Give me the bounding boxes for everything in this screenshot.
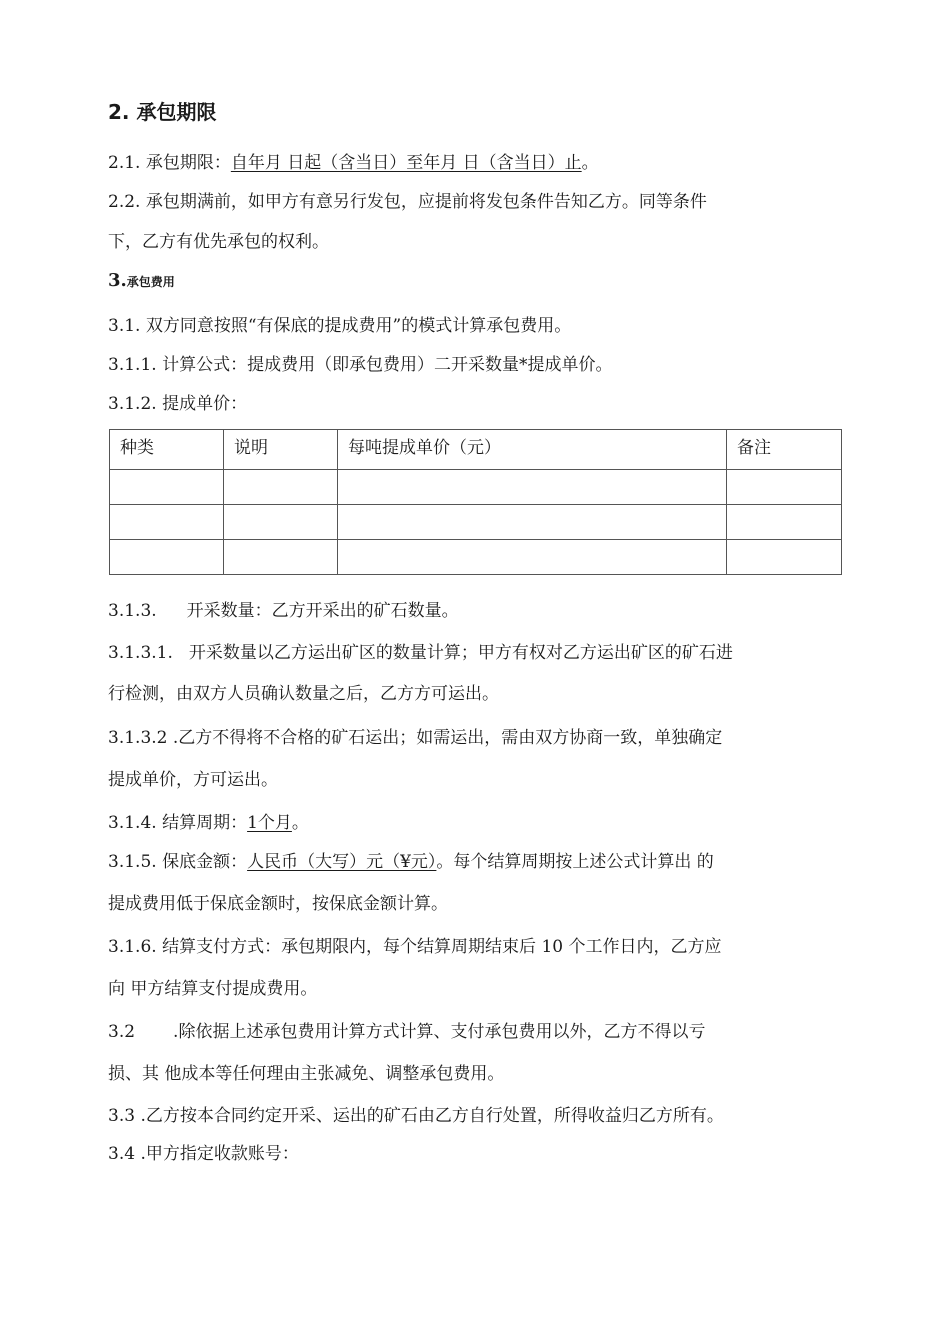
clause-3-1-6-line1: 3.1.6. 结算支付方式：承包期限内，每个结算周期结束后 10 个工作日内，乙方应 <box>108 937 722 957</box>
clause-3-1-6-line2: 向 甲方结算支付提成费用。 <box>108 979 318 999</box>
clause-3-1-3-1-text: 开采数量以乙方运出矿区的数量计算；甲方有权对乙方运出矿区的矿石进 <box>188 643 733 663</box>
clause-3-1-5-suffix: 。每个结算周期按上述公式计算出 的 <box>436 852 714 872</box>
table-header-cell: 备注 <box>727 430 842 470</box>
clause-3-3: 3.3 .乙方按本合同约定开采、运出的矿石由乙方自行处置，所得收益归乙方所有。 <box>108 1106 724 1126</box>
clause-3-1-3-number: 3.1.3. <box>108 601 157 621</box>
clause-2-2-line1: 2.2. 承包期满前，如甲方有意另行发包，应提前将发包条件告知乙方。同等条件 <box>108 192 707 212</box>
table-cell <box>110 540 224 575</box>
clause-3-1-3 <box>108 601 459 621</box>
table-cell <box>727 470 842 505</box>
section-3-title: 承包费用 <box>126 275 175 289</box>
clause-3-1-5-line1 <box>108 852 714 872</box>
unit-price-table <box>109 429 842 575</box>
clause-2-1-suffix: 。 <box>581 153 599 173</box>
clause-2-1-prefix: 2.1. 承包期限： <box>108 153 231 173</box>
clause-3-1-4 <box>108 813 309 833</box>
clause-3-2-line1 <box>108 1022 705 1042</box>
clause-3-1-3-text: 开采数量：乙方开采出的矿石数量。 <box>186 601 459 621</box>
clause-3-1-3-2-line1: 3.1.3.2 .乙方不得将不合格的矿石运出；如需运出，需由双方协商一致，单独确定 <box>108 728 723 748</box>
table-cell <box>224 470 338 505</box>
clause-3-1-3-2-line2: 提成单价，方可运出。 <box>108 770 278 790</box>
clause-3-1-3-1-line2: 行检测，由双方人员确认数量之后，乙方方可运出。 <box>108 684 499 704</box>
clause-3-2-line2: 损、其 他成本等任何理由主张减免、调整承包费用。 <box>108 1064 505 1084</box>
clause-3-1-1: 3.1.1. 计算公式：提成费用（即承包费用）二开采数量*提成单价。 <box>108 355 613 375</box>
settlement-period-value: 1个月 <box>247 813 292 833</box>
table-row <box>110 540 842 575</box>
table-cell <box>338 470 727 505</box>
section-3-heading <box>108 270 175 291</box>
table-cell <box>110 470 224 505</box>
table-row <box>110 505 842 540</box>
table-header-cell: 每吨提成单价（元） <box>338 430 727 470</box>
table-cell <box>338 505 727 540</box>
clause-2-1 <box>108 153 599 173</box>
table-cell <box>224 505 338 540</box>
table-cell <box>338 540 727 575</box>
section-2-heading: 2. 承包期限 <box>108 100 217 124</box>
clause-2-2-line2: 下，乙方有优先承包的权利。 <box>108 232 329 252</box>
clause-3-1-4-prefix: 3.1.4. 结算周期： <box>108 813 248 833</box>
table-cell <box>727 540 842 575</box>
section-3-number: 3. <box>108 270 127 291</box>
clause-3-1: 3.1. 双方同意按照“有保底的提成费用”的模式计算承包费用。 <box>108 316 572 336</box>
clause-3-4: 3.4 .甲方指定收款账号： <box>108 1144 299 1164</box>
clause-3-1-5-prefix: 3.1.5. 保底金额： <box>108 852 248 872</box>
table-header-cell: 种类 <box>110 430 224 470</box>
clause-3-1-2: 3.1.2. 提成单价： <box>108 394 248 414</box>
clause-3-1-5-line2: 提成费用低于保底金额时，按保底金额计算。 <box>108 894 448 914</box>
table-header-row <box>110 430 842 470</box>
clause-3-1-4-suffix: 。 <box>291 813 309 833</box>
clause-3-1-3-1-number: 3.1.3.1. <box>108 643 173 663</box>
minimum-amount-blank: 人民币（大写）元（¥元） <box>247 852 437 872</box>
table-header-cell: 说明 <box>224 430 338 470</box>
term-period-blank: 自年月 日起（含当日）至年月 日（含当日）止 <box>230 153 582 173</box>
clause-3-1-3-1-line1 <box>108 643 733 663</box>
table-cell <box>224 540 338 575</box>
table-cell <box>110 505 224 540</box>
clause-3-2-text: .除依据上述承包费用计算方式计算、支付承包费用以外，乙方不得以亏 <box>173 1022 706 1042</box>
table-cell <box>727 505 842 540</box>
table-row <box>110 470 842 505</box>
clause-3-2-number: 3.2 <box>108 1022 136 1042</box>
